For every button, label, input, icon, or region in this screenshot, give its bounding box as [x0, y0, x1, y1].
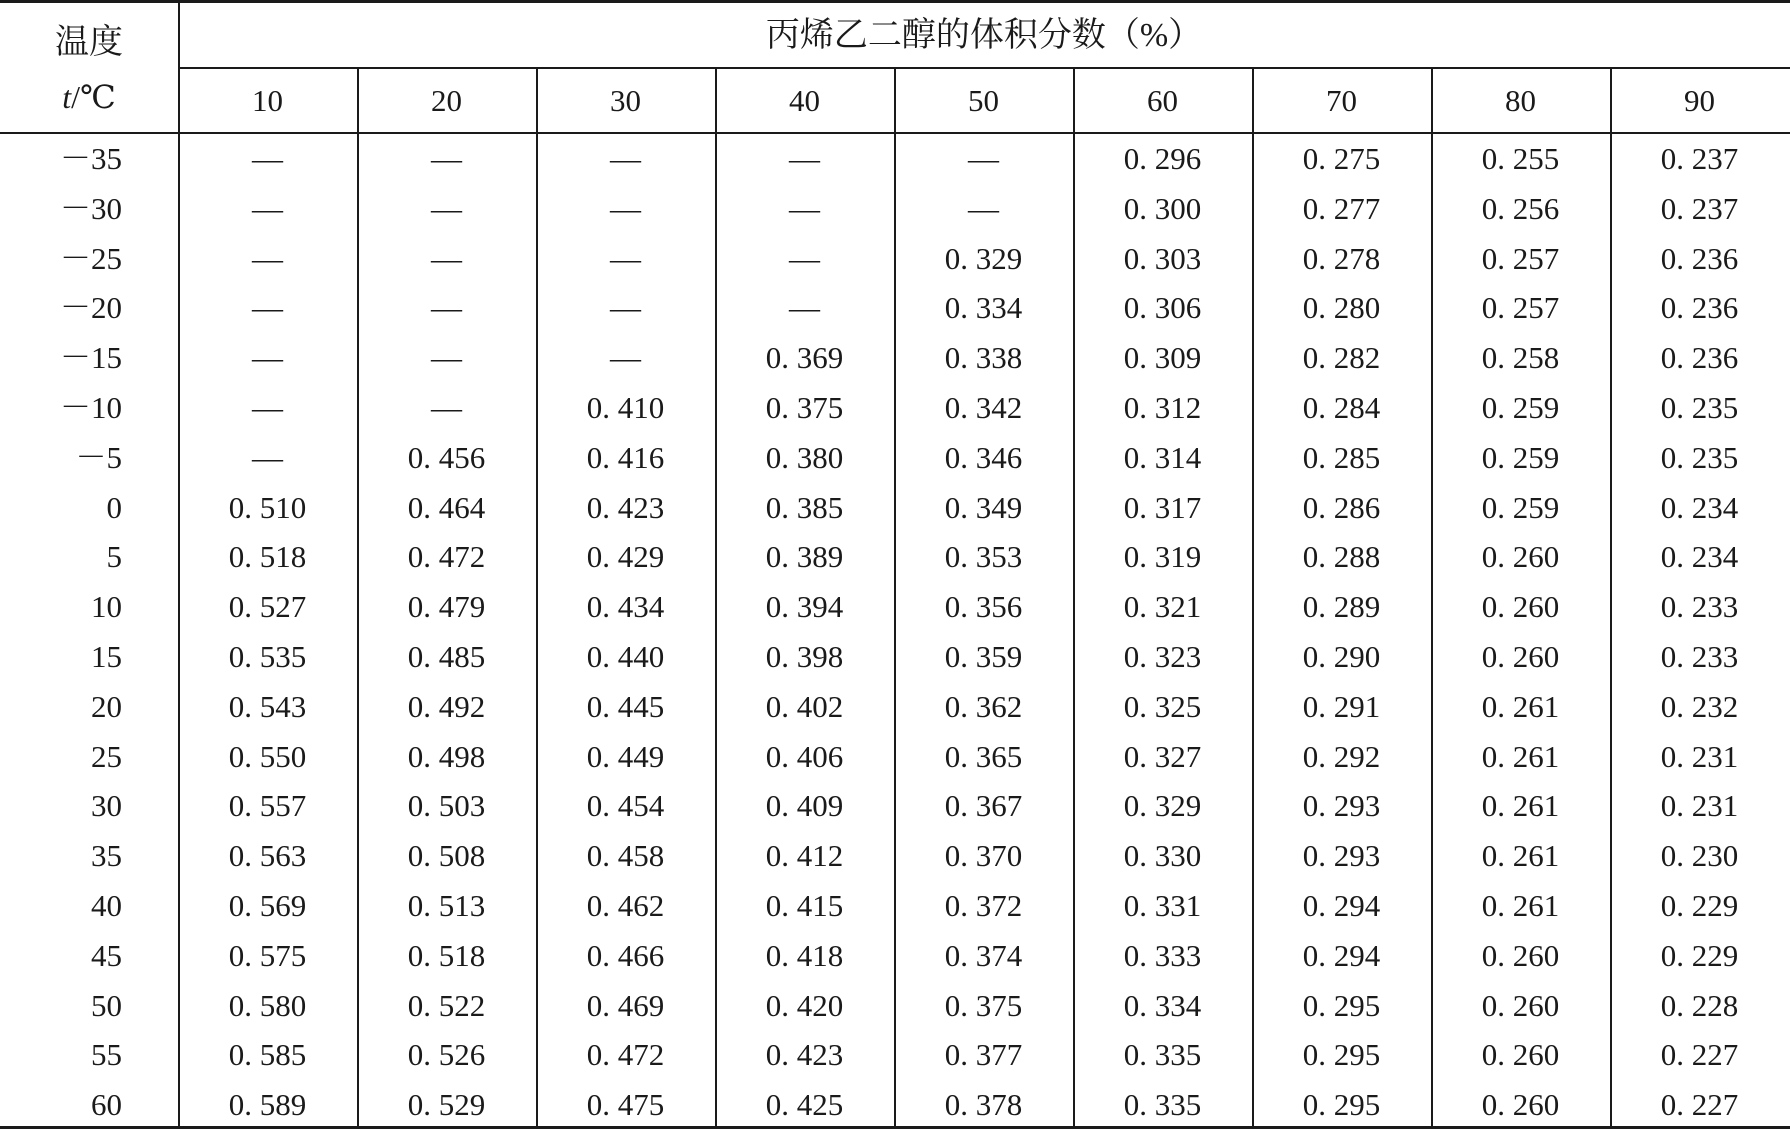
value-cell: 0. 375	[944, 987, 1023, 1023]
value-cell: 0. 333	[1123, 937, 1202, 973]
value-cell: 0. 449	[586, 738, 665, 774]
temperature-variable: t	[62, 79, 72, 115]
value-cell: 0. 229	[1660, 888, 1739, 923]
value-cell: 0. 258	[1481, 340, 1560, 376]
value-cell: 0. 513	[407, 888, 486, 923]
value-cell: —	[968, 141, 999, 176]
value-cell: 0. 261	[1481, 838, 1560, 874]
value-cell: —	[610, 141, 641, 176]
value-cell: 0. 329	[944, 240, 1023, 276]
column-header: 50	[968, 83, 999, 118]
value-cell: 0. 498	[407, 738, 486, 774]
value-cell: 0. 309	[1123, 340, 1202, 376]
value-cell: 0. 429	[586, 539, 665, 575]
value-cell: 0. 535	[228, 639, 307, 674]
value-cell: 0. 323	[1123, 639, 1202, 674]
value-cell: 0. 389	[765, 539, 844, 575]
column-header: 80	[1505, 83, 1536, 118]
value-cell: 0. 275	[1302, 141, 1381, 176]
value-cell: 0. 375	[765, 390, 844, 425]
value-cell: 0. 278	[1302, 240, 1381, 276]
value-cell: 0. 440	[586, 639, 665, 674]
value-cell: 0. 289	[1302, 589, 1381, 625]
temperature-cell: 5	[106, 539, 122, 575]
temperature-cell: 30	[91, 788, 122, 824]
value-cell: —	[252, 141, 283, 176]
value-cell: 0. 543	[228, 688, 307, 724]
table-row	[0, 831, 1790, 881]
temperature-cell: 50	[91, 987, 122, 1023]
temperature-cell: 35	[91, 838, 122, 874]
value-cell: 0. 282	[1302, 340, 1381, 376]
value-cell: 0. 585	[228, 1037, 307, 1073]
value-cell: 0. 227	[1660, 1087, 1739, 1123]
value-cell: —	[789, 290, 820, 326]
value-cell: —	[252, 190, 283, 226]
value-cell: 0. 233	[1660, 589, 1739, 625]
table-row	[0, 582, 1790, 632]
value-cell: 0. 485	[407, 639, 486, 674]
value-cell: 0. 338	[944, 340, 1023, 376]
value-cell: 0. 410	[586, 390, 665, 425]
value-cell: 0. 329	[1123, 788, 1202, 824]
value-cell: 0. 261	[1481, 738, 1560, 774]
temperature-cell: 15	[91, 639, 122, 674]
value-cell: 0. 291	[1302, 688, 1381, 724]
value-cell: 0. 563	[228, 838, 307, 874]
temperature-cell: 10	[91, 589, 122, 625]
value-cell: 0. 575	[228, 937, 307, 973]
temperature-cell: 20	[91, 688, 122, 724]
value-cell: 0. 445	[586, 688, 665, 724]
value-cell: 0. 286	[1302, 489, 1381, 525]
temperature-cell: －35	[60, 141, 122, 176]
value-cell: 0. 288	[1302, 539, 1381, 575]
value-cell: 0. 518	[228, 539, 307, 575]
value-cell: 0. 277	[1302, 190, 1381, 226]
table-row	[0, 383, 1790, 433]
value-cell: 0. 261	[1481, 888, 1560, 923]
column-header: 10	[252, 83, 283, 118]
value-cell: 0. 569	[228, 888, 307, 923]
value-cell: 0. 331	[1123, 888, 1202, 923]
temperature-cell: 55	[91, 1037, 122, 1073]
value-cell: 0. 231	[1660, 738, 1739, 774]
value-cell: 0. 260	[1481, 1037, 1560, 1073]
table-row	[0, 234, 1790, 284]
value-cell: 0. 425	[765, 1087, 844, 1123]
value-cell: —	[968, 190, 999, 226]
value-cell: 0. 527	[228, 589, 307, 625]
header-sub-rule	[178, 67, 1790, 69]
temperature-unit-header	[0, 72, 178, 122]
value-cell: 0. 232	[1660, 688, 1739, 724]
value-cell: 0. 227	[1660, 1037, 1739, 1073]
column-header: 70	[1326, 83, 1357, 118]
table-row	[0, 184, 1790, 234]
value-cell: 0. 418	[765, 937, 844, 973]
column-header: 40	[789, 83, 820, 118]
value-cell: 0. 314	[1123, 439, 1202, 475]
table-row	[0, 333, 1790, 383]
value-cell: 0. 353	[944, 539, 1023, 575]
value-cell: 0. 290	[1302, 639, 1381, 674]
value-cell: 0. 295	[1302, 1087, 1381, 1123]
value-cell: 0. 325	[1123, 688, 1202, 724]
temperature-cell: 25	[91, 738, 122, 774]
temperature-cell: －30	[60, 190, 122, 226]
value-cell: —	[252, 290, 283, 326]
value-cell: 0. 346	[944, 439, 1023, 475]
temperature-cell: 45	[91, 937, 122, 973]
value-cell: 0. 416	[586, 439, 665, 475]
value-cell: 0. 330	[1123, 838, 1202, 874]
value-cell: —	[252, 240, 283, 276]
value-cell: 0. 434	[586, 589, 665, 625]
value-cell: —	[431, 240, 462, 276]
temperature-header: 温度	[55, 24, 123, 61]
value-cell: 0. 580	[228, 987, 307, 1023]
value-cell: 0. 255	[1481, 141, 1560, 176]
value-cell: 0. 303	[1123, 240, 1202, 276]
value-cell: 0. 229	[1660, 937, 1739, 973]
value-cell: 0. 261	[1481, 788, 1560, 824]
value-cell: 0. 374	[944, 937, 1023, 973]
value-cell: —	[431, 390, 462, 425]
value-cell: 0. 236	[1660, 290, 1739, 326]
value-cell: 0. 510	[228, 489, 307, 525]
table-row	[0, 781, 1790, 831]
value-cell: 0. 522	[407, 987, 486, 1023]
value-cell: 0. 369	[765, 340, 844, 376]
table-row	[0, 881, 1790, 931]
value-cell: 0. 260	[1481, 937, 1560, 973]
value-cell: 0. 475	[586, 1087, 665, 1123]
value-cell: 0. 423	[586, 489, 665, 525]
value-cell: 0. 362	[944, 688, 1023, 724]
value-cell: 0. 259	[1481, 390, 1560, 425]
table-row	[0, 1030, 1790, 1080]
value-cell: 0. 342	[944, 390, 1023, 425]
value-cell: 0. 260	[1481, 539, 1560, 575]
value-cell: 0. 319	[1123, 539, 1202, 575]
value-cell: 0. 526	[407, 1037, 486, 1073]
value-cell: 0. 365	[944, 738, 1023, 774]
value-cell: 0. 334	[1123, 987, 1202, 1023]
value-cell: 0. 469	[586, 987, 665, 1023]
value-cell: —	[252, 340, 283, 376]
value-cell: 0. 589	[228, 1087, 307, 1123]
value-cell: 0. 230	[1660, 838, 1739, 874]
table-row	[0, 632, 1790, 682]
value-cell: 0. 335	[1123, 1087, 1202, 1123]
value-cell: 0. 306	[1123, 290, 1202, 326]
value-cell: 0. 296	[1123, 141, 1202, 176]
value-cell: 0. 235	[1660, 439, 1739, 475]
value-cell: 0. 256	[1481, 190, 1560, 226]
value-cell: 0. 335	[1123, 1037, 1202, 1073]
value-cell: 0. 321	[1123, 589, 1202, 625]
value-cell: 0. 394	[765, 589, 844, 625]
value-cell: 0. 508	[407, 838, 486, 874]
table-row	[0, 1080, 1790, 1130]
value-cell: 0. 294	[1302, 937, 1381, 973]
table-row	[0, 283, 1790, 333]
value-cell: 0. 367	[944, 788, 1023, 824]
value-cell: 0. 557	[228, 788, 307, 824]
value-cell: —	[431, 141, 462, 176]
value-cell: 0. 284	[1302, 390, 1381, 425]
value-cell: 0. 529	[407, 1087, 486, 1123]
value-cell: —	[431, 290, 462, 326]
value-cell: 0. 462	[586, 888, 665, 923]
value-cell: —	[789, 190, 820, 226]
value-cell: —	[789, 240, 820, 276]
value-cell: 0. 237	[1660, 190, 1739, 226]
value-cell: 0. 370	[944, 838, 1023, 874]
value-cell: 0. 398	[765, 639, 844, 674]
value-cell: 0. 349	[944, 489, 1023, 525]
value-cell: 0. 234	[1660, 539, 1739, 575]
value-cell: —	[610, 290, 641, 326]
value-cell: 0. 458	[586, 838, 665, 874]
temperature-cell: －20	[60, 290, 122, 326]
value-cell: 0. 456	[407, 439, 486, 475]
temperature-cell: －5	[75, 439, 122, 475]
table-row	[0, 134, 1790, 184]
temperature-cell: 0	[106, 489, 122, 525]
value-cell: 0. 402	[765, 688, 844, 724]
value-cell: 0. 466	[586, 937, 665, 973]
value-cell: 0. 356	[944, 589, 1023, 625]
value-cell: —	[610, 190, 641, 226]
value-cell: 0. 257	[1481, 240, 1560, 276]
value-cell: 0. 406	[765, 738, 844, 774]
value-cell: 0. 280	[1302, 290, 1381, 326]
value-cell: 0. 260	[1481, 639, 1560, 674]
value-cell: 0. 259	[1481, 489, 1560, 525]
value-cell: 0. 293	[1302, 838, 1381, 874]
column-header: 20	[431, 83, 462, 118]
volume-fraction-group-header: 丙烯乙二醇的体积分数（%）	[765, 17, 1203, 54]
value-cell: 0. 235	[1660, 390, 1739, 425]
table-row	[0, 981, 1790, 1031]
value-cell: 0. 261	[1481, 688, 1560, 724]
value-cell: 0. 377	[944, 1037, 1023, 1073]
temperature-cell: －25	[60, 240, 122, 276]
value-cell: 0. 472	[407, 539, 486, 575]
value-cell: 0. 359	[944, 639, 1023, 674]
value-cell: 0. 409	[765, 788, 844, 824]
value-cell: —	[610, 340, 641, 376]
column-header: 60	[1147, 83, 1178, 118]
value-cell: —	[789, 141, 820, 176]
table-row	[0, 732, 1790, 782]
value-cell: —	[252, 439, 283, 475]
value-cell: 0. 300	[1123, 190, 1202, 226]
value-cell: 0. 423	[765, 1037, 844, 1073]
table-row	[0, 483, 1790, 533]
value-cell: —	[431, 340, 462, 376]
temperature-cell: 60	[91, 1087, 122, 1123]
value-cell: 0. 378	[944, 1087, 1023, 1123]
value-cell: 0. 412	[765, 838, 844, 874]
value-cell: 0. 380	[765, 439, 844, 475]
value-cell: 0. 292	[1302, 738, 1381, 774]
value-cell: 0. 257	[1481, 290, 1560, 326]
column-header: 90	[1684, 83, 1715, 118]
value-cell: 0. 259	[1481, 439, 1560, 475]
value-cell: —	[252, 390, 283, 425]
value-cell: 0. 234	[1660, 489, 1739, 525]
value-cell: 0. 228	[1660, 987, 1739, 1023]
value-cell: 0. 503	[407, 788, 486, 824]
value-cell: 0. 415	[765, 888, 844, 923]
value-cell: 0. 260	[1481, 987, 1560, 1023]
value-cell: 0. 492	[407, 688, 486, 724]
value-cell: 0. 550	[228, 738, 307, 774]
temperature-cell: －15	[60, 340, 122, 376]
column-header: 30	[610, 83, 641, 118]
value-cell: 0. 464	[407, 489, 486, 525]
value-cell: 0. 294	[1302, 888, 1381, 923]
value-cell: 0. 295	[1302, 1037, 1381, 1073]
value-cell: 0. 454	[586, 788, 665, 824]
value-cell: 0. 237	[1660, 141, 1739, 176]
temperature-cell: 40	[91, 888, 122, 923]
value-cell: 0. 479	[407, 589, 486, 625]
value-cell: 0. 334	[944, 290, 1023, 326]
value-cell: 0. 518	[407, 937, 486, 973]
value-cell: 0. 293	[1302, 788, 1381, 824]
table-top-rule	[0, 0, 1790, 3]
temperature-cell: －10	[60, 390, 122, 425]
value-cell: 0. 385	[765, 489, 844, 525]
value-cell: 0. 317	[1123, 489, 1202, 525]
value-cell: 0. 233	[1660, 639, 1739, 674]
value-cell: 0. 285	[1302, 439, 1381, 475]
value-cell: 0. 472	[586, 1037, 665, 1073]
value-cell: 0. 231	[1660, 788, 1739, 824]
table-row	[0, 433, 1790, 483]
value-cell: 0. 420	[765, 987, 844, 1023]
table-row	[0, 682, 1790, 732]
value-cell: 0. 236	[1660, 340, 1739, 376]
value-cell: 0. 295	[1302, 987, 1381, 1023]
value-cell: 0. 260	[1481, 589, 1560, 625]
value-cell: 0. 327	[1123, 738, 1202, 774]
value-cell: 0. 312	[1123, 390, 1202, 425]
table-row	[0, 931, 1790, 981]
temperature-unit: /℃	[71, 79, 116, 115]
table-row	[0, 532, 1790, 582]
value-cell: —	[610, 240, 641, 276]
value-cell: 0. 236	[1660, 240, 1739, 276]
value-cell: 0. 372	[944, 888, 1023, 923]
value-cell: —	[431, 190, 462, 226]
value-cell: 0. 260	[1481, 1087, 1560, 1123]
